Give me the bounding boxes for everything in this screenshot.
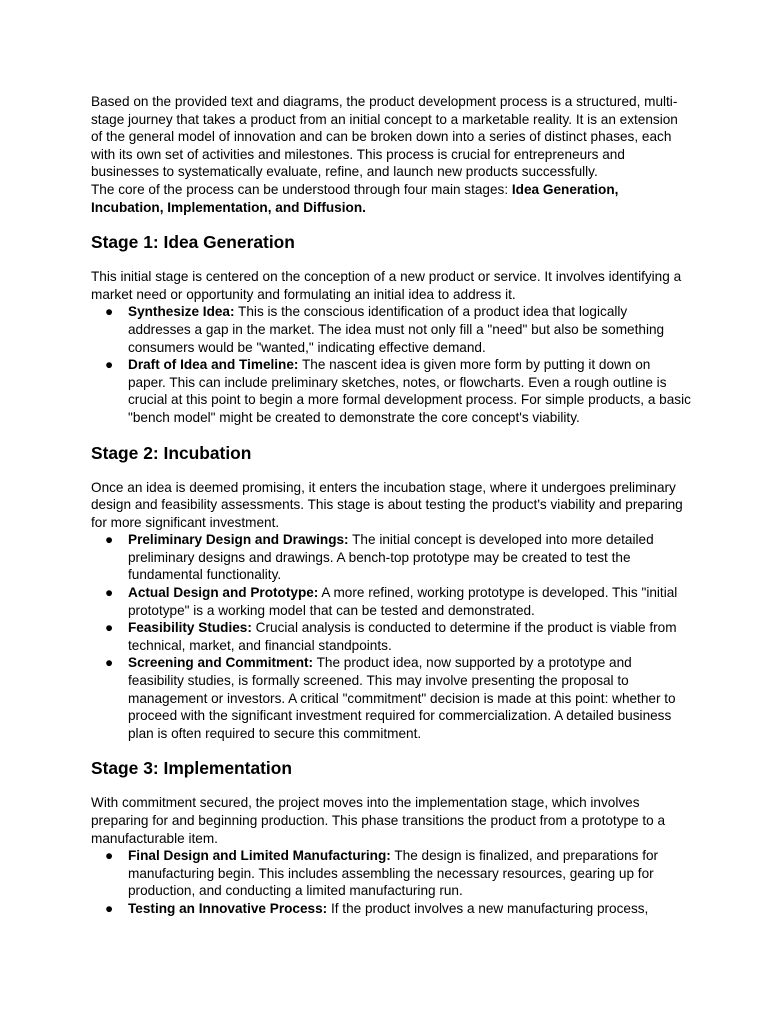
list-item [91,654,691,742]
bullet-icon: ● [105,900,114,916]
list-item [91,531,691,584]
bullet-icon: ● [105,585,114,601]
list-item-text: The nascent idea is given more form by putting it down on paper. This can include preliminary sketches, notes, or flowcharts. Even a rough outline is crucial at this point to begin a more formal development process. For simple products, a basic "bench model" might be created to demonstrate the core concept's viability. [128,357,691,425]
bullet-icon: ● [105,304,114,320]
bullet-icon: ● [105,532,114,548]
list-item-text: The design is finalized, and preparations for manufacturing begin. This includes assembling the necessary resources, gearing up for production, and conducting a limited manufacturing run. [128,848,659,899]
bullet-icon: ● [105,848,114,864]
list-item-text: This is the conscious identification of a product idea that logically addresses a gap in the market. The idea must not only fill a "need" but also be something consumers would be "wanted," indicating effective demand. [128,304,665,355]
list-item-term: Screening and Commitment: [128,655,314,671]
list-item [91,303,691,356]
list-item-text: Crucial analysis is conducted to determine if the product is viable from technical, market, and financial standpoints. [128,620,677,653]
document-page [91,93,691,918]
intro-paragraph: Based on the provided text and diagrams, the product development process is a structured, multi-stage journey that takes a product from an initial concept to a marketable reality. It is an extension of the general model of innovation and can be broken down into a series of distinct phases, each with its own set of activities and milestones. This process is crucial for entrepreneurs and businesses to systematically evaluate, refine, and launch new products successfully. [91,94,678,180]
list-item-term: Draft of Idea and Timeline: [128,357,299,373]
stage-3-heading: Stage 3: Implementation [91,758,292,779]
list-item [91,900,691,918]
list-item [91,356,691,426]
stage-3-bullet-list [91,847,691,917]
list-item-text: The product idea, now supported by a prototype and feasibility studies, is formally screened. This may involve presenting the proposal to management or investors. A critical "commitment" decision is made at this point: whether to proceed with the significant investment required for commercialization. A detailed business plan is often required to secure this commitment. [128,655,676,741]
list-item-term: Testing an Innovative Process: [128,900,328,916]
stage-1-intro: This initial stage is centered on the conception of a new product or service. It involves identifying a market need or opportunity and formulating an initial idea to address it. [91,269,682,302]
list-item [91,847,691,900]
list-item [91,619,691,654]
stage-2-heading: Stage 2: Incubation [91,442,252,463]
stage-2-bullet-list [91,531,691,742]
bullet-icon: ● [105,357,114,373]
list-item [91,584,691,619]
bullet-icon: ● [105,655,114,671]
intro-summary-text: The core of the process can be understood through four main stages: [91,181,512,197]
intro-summary-paragraph [91,181,691,216]
list-item-term: Synthesize Idea: [128,304,235,320]
list-item-text: A more refined, working prototype is developed. This "initial prototype" is a working model that can be tested and demonstrated. [128,585,678,618]
list-item-term: Preliminary Design and Drawings: [128,532,349,548]
stage-1-heading: Stage 1: Idea Generation [91,232,295,253]
stage-3-intro: With commitment secured, the project moves into the implementation stage, which involves preparing for and beginning production. This phase transitions the product from a prototype to a manufacturable item. [91,795,666,846]
bullet-icon: ● [105,620,114,636]
list-item-term: Feasibility Studies: [128,620,252,636]
list-item-term: Final Design and Limited Manufacturing: [128,848,391,864]
intro-summary-stages: Idea Generation, Incubation, Implementation, and Diffusion. [91,181,619,215]
list-item-text: The initial concept is developed into more detailed preliminary designs and drawings. A bench-top prototype may be created to test the fundamental functionality. [128,532,654,583]
stage-2-intro: Once an idea is deemed promising, it enters the incubation stage, where it undergoes preliminary design and feasibility assessments. This stage is about testing the product's viability and preparing for more significant investment. [91,479,683,530]
list-item-text: If the product involves a new manufacturing process, [327,900,649,916]
stage-1-bullet-list [91,303,691,426]
list-item-term: Actual Design and Prototype: [128,585,319,601]
